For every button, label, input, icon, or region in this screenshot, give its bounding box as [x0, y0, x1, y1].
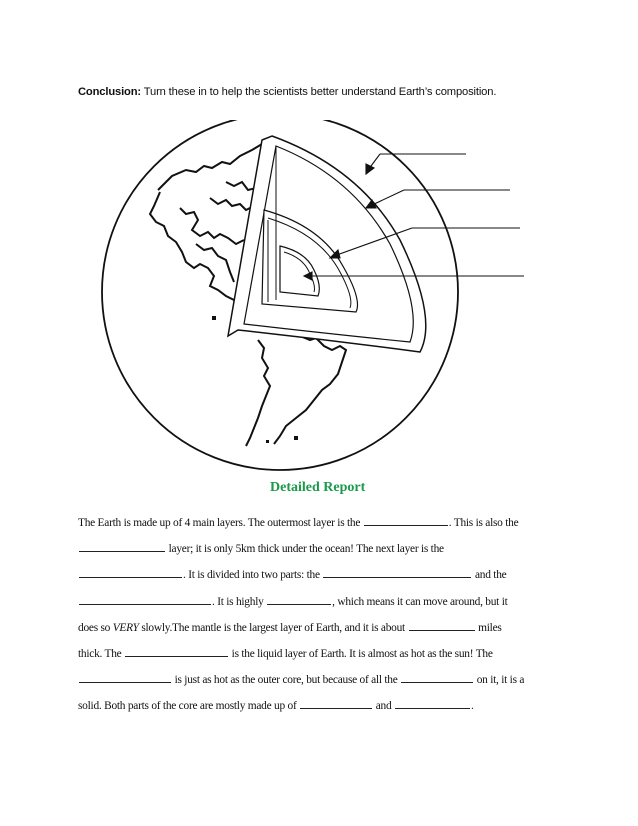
report-text: . It is highly: [212, 595, 267, 608]
answer-blank[interactable]: [300, 699, 372, 709]
arrowhead-crust: [366, 164, 374, 174]
report-text: .: [471, 700, 474, 713]
report-body: [78, 510, 564, 720]
report-line-5: [78, 615, 564, 641]
answer-blank[interactable]: [79, 568, 182, 578]
report-line-4: [78, 589, 564, 615]
answer-blank[interactable]: [323, 568, 471, 578]
answer-blank[interactable]: [395, 699, 470, 709]
answer-blank[interactable]: [79, 673, 171, 683]
answer-blank[interactable]: [79, 542, 165, 552]
earth-layers-diagram: [0, 120, 638, 480]
report-line-7: [78, 667, 564, 693]
report-text: The Earth is made up of 4 main layers. The outermost layer is the: [78, 517, 363, 529]
report-text: . This is also the: [448, 517, 519, 529]
emphasis-very: VERY: [112, 621, 139, 634]
report-text: does so: [78, 621, 113, 634]
report-line-8: [78, 693, 564, 719]
answer-blank[interactable]: [409, 621, 475, 631]
report-text: on it, it is a: [474, 674, 525, 687]
island-c: [294, 436, 298, 440]
answer-blank[interactable]: [401, 673, 473, 683]
continent-south-america: [246, 336, 346, 446]
conclusion-instruction: [78, 86, 598, 98]
report-text: is just as hot as the outer core, but because of all the: [172, 674, 401, 687]
report-text: thick. The: [78, 647, 125, 660]
answer-blank[interactable]: [125, 647, 228, 657]
conclusion-label: Conclusion:: [78, 86, 141, 98]
report-text: . It is divided into two parts: the: [183, 569, 323, 582]
answer-blank[interactable]: [364, 516, 448, 526]
report-text: and the: [472, 569, 507, 582]
island-a: [212, 316, 216, 320]
answer-blank[interactable]: [267, 595, 331, 605]
report-text: layer; it is only 5km thick under the ocean! The next layer is the: [166, 543, 444, 556]
report-text: solid. Both parts of the core are mostly made up of: [78, 700, 300, 713]
report-line-6: [78, 641, 564, 667]
report-text: slowly.The mantle is the largest layer of Earth, and it is about: [138, 621, 408, 634]
answer-blank[interactable]: [79, 595, 211, 605]
report-text: , which means it can move around, but it: [332, 595, 508, 608]
report-line-2: [78, 536, 564, 562]
report-text: miles: [475, 621, 502, 634]
report-title: Detailed Report: [270, 480, 366, 495]
pointer-mantle-diag: [370, 190, 404, 206]
report-text: and: [373, 700, 394, 713]
report-line-3: [78, 562, 564, 588]
report-text: is the liquid layer of Earth. It is almost as hot as the sun! The: [229, 647, 493, 660]
conclusion-text: Turn these in to help the scientists better understand Earth’s composition.: [140, 86, 497, 98]
report-line-1: [78, 510, 564, 536]
island-d: [266, 440, 269, 443]
